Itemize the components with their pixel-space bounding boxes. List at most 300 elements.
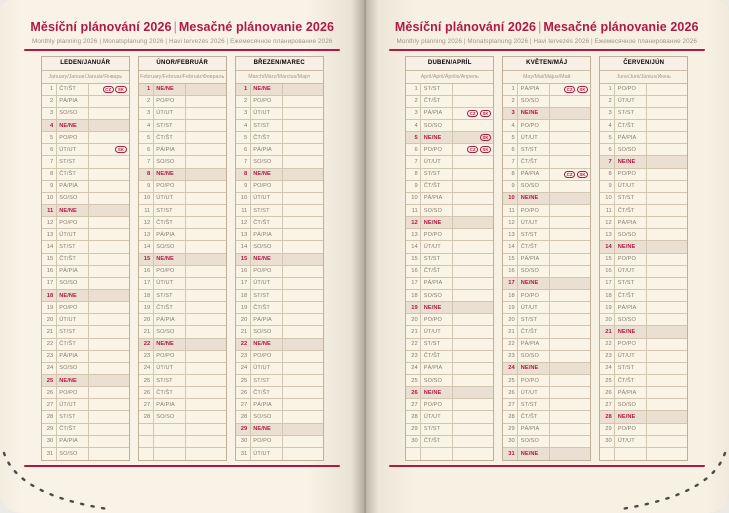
day-abbrev: ČT/ŠT: [57, 424, 89, 435]
day-number: 21: [236, 326, 251, 337]
day-abbrev: SO/SO: [57, 193, 89, 204]
day-abbrev: PÁ/PIA: [57, 436, 89, 447]
day-abbrev: PO/PO: [154, 96, 186, 107]
day-row: [42, 290, 129, 302]
notes-cell: [283, 108, 323, 119]
day-abbrev: ČT/ŠT: [57, 84, 89, 95]
day-row: [236, 363, 323, 375]
day-row: [406, 399, 493, 411]
notes-cell: [647, 217, 687, 228]
day-row: [139, 302, 226, 314]
day-number: 27: [406, 399, 421, 410]
day-abbrev: SO/SO: [154, 411, 186, 422]
day-number: 8: [42, 169, 57, 180]
day-abbrev: PÁ/PIA: [421, 193, 453, 204]
day-number: 3: [139, 108, 154, 119]
day-row: [503, 96, 590, 108]
day-number: 18: [600, 290, 615, 301]
notes-cell: [186, 132, 226, 143]
notes-cell: [550, 169, 590, 180]
day-row: [139, 205, 226, 217]
notes-cell: [453, 169, 493, 180]
day-abbrev: NE/NE: [57, 290, 89, 301]
day-row: [503, 229, 590, 241]
day-row: [406, 229, 493, 241]
day-number: 9: [139, 181, 154, 192]
day-row: [503, 314, 590, 326]
day-number: 16: [503, 266, 518, 277]
notes-cell: [550, 314, 590, 325]
day-abbrev: ČT/ŠT: [154, 302, 186, 313]
notes-cell: [453, 120, 493, 131]
day-row: [406, 411, 493, 423]
day-abbrev: ČT/ŠT: [251, 217, 283, 228]
day-row: [42, 84, 129, 96]
notes-cell: [647, 266, 687, 277]
day-number: 13: [42, 229, 57, 240]
day-abbrev: PÁ/PIA: [421, 278, 453, 289]
day-number: 28: [406, 411, 421, 422]
day-abbrev: SO/SO: [251, 326, 283, 337]
month-languages: May/Mai/Május/Май: [503, 71, 590, 84]
day-row: [139, 339, 226, 351]
day-abbrev: ÚT/UT: [421, 411, 453, 422]
day-number: 30: [236, 436, 251, 447]
day-number: 6: [600, 144, 615, 155]
bottom-rule: [389, 465, 705, 467]
holiday-badge-sk: SK: [577, 171, 588, 178]
day-abbrev: ST/ST: [518, 314, 550, 325]
day-number: 7: [139, 156, 154, 167]
notes-cell: [550, 411, 590, 422]
day-number: 21: [406, 326, 421, 337]
day-row: [42, 266, 129, 278]
day-row: [42, 229, 129, 241]
notes-cell: [186, 314, 226, 325]
notes-cell: [283, 217, 323, 228]
day-row: [406, 326, 493, 338]
day-number: 20: [600, 314, 615, 325]
notes-cell: [89, 339, 129, 350]
notes-cell: [283, 339, 323, 350]
day-row: [42, 314, 129, 326]
notes-cell: [453, 181, 493, 192]
day-number: 13: [503, 229, 518, 240]
day-row: [600, 132, 687, 144]
day-abbrev: ÚT/UT: [518, 217, 550, 228]
day-number: 27: [236, 399, 251, 410]
day-row: [42, 217, 129, 229]
day-number: 29: [42, 424, 57, 435]
day-number: 29: [600, 424, 615, 435]
day-row: [600, 326, 687, 338]
day-number: 13: [139, 229, 154, 240]
notes-cell: [186, 302, 226, 313]
day-number: 20: [236, 314, 251, 325]
day-row: [503, 84, 590, 96]
notes-cell: [89, 387, 129, 398]
day-row: [139, 120, 226, 132]
day-row: [600, 375, 687, 387]
notes-cell: [186, 193, 226, 204]
notes-cell: [550, 120, 590, 131]
day-number: 28: [236, 411, 251, 422]
day-row: [236, 169, 323, 181]
day-abbrev: ÚT/UT: [518, 132, 550, 143]
day-number: 15: [139, 254, 154, 265]
day-abbrev: ST/ST: [154, 205, 186, 216]
notes-cell: [283, 424, 323, 435]
day-row: [42, 399, 129, 411]
notes-cell: [283, 156, 323, 167]
title-rule: [389, 49, 705, 51]
holiday-badge-sk: SK: [115, 86, 126, 93]
day-number: 19: [236, 302, 251, 313]
day-number: 14: [42, 241, 57, 252]
day-number: 6: [236, 144, 251, 155]
day-abbrev: ÚT/UT: [251, 108, 283, 119]
page-title: [365, 20, 729, 35]
day-number: 11: [139, 205, 154, 216]
day-row: [503, 266, 590, 278]
day-row: [600, 241, 687, 253]
day-number: 14: [406, 241, 421, 252]
notes-cell: [453, 217, 493, 228]
day-number: 20: [406, 314, 421, 325]
notes-cell: [283, 436, 323, 447]
day-row: [406, 314, 493, 326]
day-abbrev: ČT/ŠT: [421, 181, 453, 192]
day-row: [139, 399, 226, 411]
day-abbrev: PÁ/PIA: [518, 339, 550, 350]
day-number: 10: [42, 193, 57, 204]
month-table-3: [235, 56, 324, 461]
month-name: BŘEZEN/MAREC: [236, 57, 323, 71]
day-number: 26: [406, 387, 421, 398]
day-abbrev: NE/NE: [251, 424, 283, 435]
day-number: 23: [236, 351, 251, 362]
day-abbrev: ST/ST: [518, 399, 550, 410]
day-number: 29: [406, 424, 421, 435]
day-row: [600, 399, 687, 411]
day-number: 4: [42, 120, 57, 131]
day-abbrev: PÁ/PIA: [57, 266, 89, 277]
notes-cell: [647, 205, 687, 216]
day-abbrev: [154, 436, 186, 447]
notes-cell: [647, 108, 687, 119]
day-abbrev: SO/SO: [518, 266, 550, 277]
day-row: [139, 144, 226, 156]
day-abbrev: NE/NE: [421, 217, 453, 228]
notes-cell: [186, 363, 226, 374]
notes-cell: [186, 254, 226, 265]
day-abbrev: PÁ/PIA: [421, 363, 453, 374]
day-row: [406, 241, 493, 253]
day-abbrev: NE/NE: [615, 326, 647, 337]
day-abbrev: ST/ST: [518, 229, 550, 240]
day-row: [42, 254, 129, 266]
day-abbrev: ČT/ŠT: [154, 217, 186, 228]
right-page: [365, 0, 729, 513]
notes-cell: [283, 290, 323, 301]
notes-cell: [550, 436, 590, 447]
day-row: [503, 278, 590, 290]
day-abbrev: ST/ST: [615, 108, 647, 119]
day-row: [236, 375, 323, 387]
notes-cell: [186, 411, 226, 422]
day-abbrev: PÁ/PIA: [518, 169, 550, 180]
day-row: [600, 339, 687, 351]
day-row: [236, 339, 323, 351]
day-row: [42, 193, 129, 205]
day-row: [503, 339, 590, 351]
notes-cell: [647, 132, 687, 143]
day-number: 9: [600, 181, 615, 192]
month-table-2: [138, 56, 227, 461]
notes-cell: [89, 132, 129, 143]
holiday-badge-cz: CZ: [564, 171, 575, 178]
day-abbrev: SO/SO: [421, 120, 453, 131]
day-number: 25: [236, 375, 251, 386]
notes-cell: [550, 339, 590, 350]
day-number: 2: [42, 96, 57, 107]
day-number: 28: [503, 411, 518, 422]
day-number: 16: [42, 266, 57, 277]
day-number: 28: [600, 411, 615, 422]
day-number: 24: [42, 363, 57, 374]
empty-row: [139, 436, 226, 448]
day-row: [139, 254, 226, 266]
day-abbrev: SO/SO: [57, 448, 89, 460]
day-number: 15: [236, 254, 251, 265]
day-abbrev: ČT/ŠT: [518, 241, 550, 252]
day-number: 23: [42, 351, 57, 362]
day-number: 22: [42, 339, 57, 350]
day-abbrev: SO/SO: [518, 436, 550, 447]
day-row: [503, 132, 590, 144]
notes-cell: [89, 351, 129, 362]
day-row: [406, 205, 493, 217]
notes-cell: [550, 351, 590, 362]
day-abbrev: NE/NE: [154, 169, 186, 180]
day-row: [139, 96, 226, 108]
notes-cell: [647, 181, 687, 192]
day-row: [139, 132, 226, 144]
notes-cell: [89, 375, 129, 386]
day-abbrev: SO/SO: [615, 399, 647, 410]
day-number: 5: [600, 132, 615, 143]
day-abbrev: NE/NE: [154, 84, 186, 95]
day-row: [503, 144, 590, 156]
day-abbrev: PÁ/PIA: [251, 144, 283, 155]
day-row: [236, 399, 323, 411]
month-table-1: [41, 56, 130, 461]
day-row: [503, 120, 590, 132]
notes-cell: [283, 181, 323, 192]
day-number: 28: [139, 411, 154, 422]
day-number: 9: [503, 181, 518, 192]
day-row: [139, 290, 226, 302]
day-row: [503, 363, 590, 375]
day-row: [406, 144, 493, 156]
day-abbrev: ST/ST: [421, 339, 453, 350]
day-row: [139, 193, 226, 205]
day-row: [236, 326, 323, 338]
day-number: 23: [139, 351, 154, 362]
day-number: 21: [503, 326, 518, 337]
month-languages: March/März/Március/Март: [236, 71, 323, 84]
day-row: [406, 351, 493, 363]
day-abbrev: NE/NE: [251, 339, 283, 350]
day-row: [42, 411, 129, 423]
day-number: 20: [42, 314, 57, 325]
notes-cell: [550, 302, 590, 313]
day-abbrev: SO/SO: [421, 375, 453, 386]
day-row: [600, 290, 687, 302]
day-number: 6: [42, 144, 57, 155]
day-row: [42, 339, 129, 351]
day-abbrev: PO/PO: [154, 181, 186, 192]
notes-cell: [283, 254, 323, 265]
day-row: [503, 241, 590, 253]
notes-cell: [186, 108, 226, 119]
day-number: 19: [503, 302, 518, 313]
day-abbrev: PO/PO: [421, 314, 453, 325]
notes-cell: [283, 375, 323, 386]
day-number: 12: [600, 217, 615, 228]
notes-cell: [453, 144, 493, 155]
notes-cell: [453, 436, 493, 447]
day-abbrev: PÁ/PIA: [154, 144, 186, 155]
day-abbrev: PO/PO: [421, 144, 453, 155]
day-number: 11: [406, 205, 421, 216]
day-number: 20: [503, 314, 518, 325]
day-number: 6: [406, 144, 421, 155]
day-row: [406, 84, 493, 96]
day-number: 25: [139, 375, 154, 386]
notes-cell: [89, 144, 129, 155]
months-left: [0, 56, 365, 461]
month-name: DUBEN/APRÍL: [406, 57, 493, 71]
day-row: [406, 436, 493, 448]
notes-cell: [89, 217, 129, 228]
day-abbrev: PO/PO: [421, 229, 453, 240]
notes-cell: [186, 424, 226, 435]
day-number: 21: [42, 326, 57, 337]
notes-cell: [647, 254, 687, 265]
notes-cell: [89, 302, 129, 313]
day-abbrev: SO/SO: [251, 241, 283, 252]
day-number: 17: [42, 278, 57, 289]
day-abbrev: PO/PO: [57, 132, 89, 143]
holiday-badge-sk: SK: [480, 134, 491, 141]
notes-cell: [186, 84, 226, 95]
day-row: [236, 108, 323, 120]
day-abbrev: PÁ/PIA: [251, 314, 283, 325]
notes-cell: [550, 387, 590, 398]
month-languages: January/Januar/Január/Январь: [42, 71, 129, 84]
day-row: [42, 120, 129, 132]
day-abbrev: SO/SO: [615, 229, 647, 240]
day-number: 24: [503, 363, 518, 374]
day-abbrev: ČT/ŠT: [57, 339, 89, 350]
day-row: [42, 181, 129, 193]
day-row: [600, 436, 687, 448]
day-abbrev: SO/SO: [57, 108, 89, 119]
day-abbrev: NE/NE: [518, 363, 550, 374]
day-number: 21: [139, 326, 154, 337]
day-number: 30: [600, 436, 615, 447]
notes-cell: [186, 351, 226, 362]
day-row: [139, 108, 226, 120]
day-number: 7: [42, 156, 57, 167]
day-number: 19: [42, 302, 57, 313]
day-row: [42, 108, 129, 120]
day-number: 30: [503, 436, 518, 447]
holiday-badge-sk: SK: [577, 86, 588, 93]
day-number: 1: [236, 84, 251, 95]
day-abbrev: NE/NE: [518, 108, 550, 119]
notes-cell: [550, 254, 590, 265]
day-row: [236, 278, 323, 290]
day-number: 19: [139, 302, 154, 313]
notes-cell: [550, 181, 590, 192]
notes-cell: [647, 120, 687, 131]
notes-cell: [89, 424, 129, 435]
holiday-badge-cz: CZ: [564, 86, 575, 93]
day-abbrev: ČT/ŠT: [518, 411, 550, 422]
day-number: [139, 436, 154, 447]
notes-cell: [550, 156, 590, 167]
day-abbrev: ÚT/UT: [251, 363, 283, 374]
day-row: [236, 314, 323, 326]
day-row: [406, 375, 493, 387]
notes-cell: [89, 229, 129, 240]
day-abbrev: PÁ/PIA: [154, 314, 186, 325]
day-number: 10: [503, 193, 518, 204]
day-row: [406, 181, 493, 193]
day-row: [139, 84, 226, 96]
day-abbrev: PO/PO: [518, 205, 550, 216]
day-row: [600, 205, 687, 217]
notes-cell: [89, 266, 129, 277]
day-number: 29: [503, 424, 518, 435]
day-abbrev: ČT/ŠT: [421, 96, 453, 107]
day-number: 2: [600, 96, 615, 107]
day-number: 24: [406, 363, 421, 374]
day-number: 17: [236, 278, 251, 289]
day-abbrev: PO/PO: [57, 302, 89, 313]
day-number: 9: [406, 181, 421, 192]
day-abbrev: PO/PO: [615, 424, 647, 435]
day-row: [600, 229, 687, 241]
day-row: [406, 132, 493, 144]
day-number: 9: [42, 181, 57, 192]
day-number: 26: [139, 387, 154, 398]
notes-cell: [283, 266, 323, 277]
day-abbrev: ST/ST: [421, 169, 453, 180]
day-number: 29: [236, 424, 251, 435]
day-number: 26: [42, 387, 57, 398]
day-abbrev: NE/NE: [57, 375, 89, 386]
day-row: [503, 217, 590, 229]
notes-cell: [89, 169, 129, 180]
notes-cell: [283, 144, 323, 155]
day-row: [236, 156, 323, 168]
day-row: [139, 314, 226, 326]
day-number: 11: [42, 205, 57, 216]
notes-cell: [647, 314, 687, 325]
